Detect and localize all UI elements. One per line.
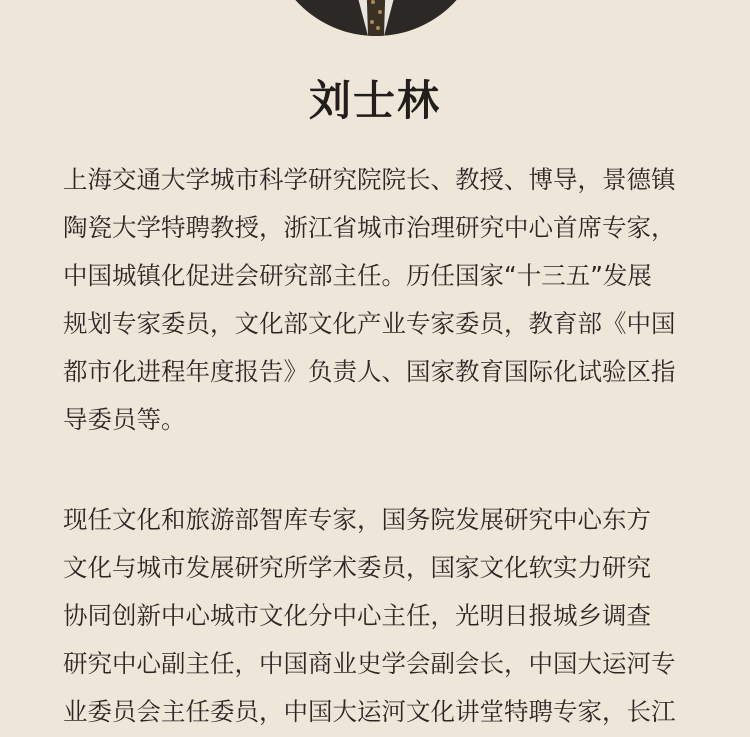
bio-line: 中国城镇化促进会研究部主任。历任国家“十三五”发展 bbox=[63, 261, 652, 290]
bio-line: 现任文化和旅游部智库专家，国务院发展研究中心东方 bbox=[63, 505, 651, 534]
bio-line: 陶瓷大学特聘教授，浙江省城市治理研究中心首席专家， bbox=[63, 213, 676, 242]
bio-line: 协同创新中心城市文化分中心主任，光明日报城乡调查 bbox=[63, 601, 651, 630]
bio-paragraph-2 bbox=[63, 496, 693, 736]
bio-line: 文化与城市发展研究所学术委员，国家文化软实力研究 bbox=[63, 553, 651, 582]
bio-line: 上海交通大学城市科学研究院院长、教授、博导，景德镇 bbox=[63, 165, 676, 194]
bio-line: 导委员等。 bbox=[63, 405, 186, 434]
bio-line: 规划专家委员，文化部文化产业专家委员，教育部《中国 bbox=[63, 309, 676, 338]
portrait-illustration bbox=[268, 0, 484, 36]
bio-line: 都市化进程年度报告》负责人、国家教育国际化试验区指 bbox=[63, 357, 676, 386]
bio-line: 业委员会主任委员，中国大运河文化讲堂特聘专家，长江 bbox=[63, 697, 676, 726]
bio-paragraph-1 bbox=[63, 156, 693, 444]
person-name: 刘士林 bbox=[308, 76, 441, 125]
bio-line: 研究中心副主任，中国商业史学会副会长，中国大运河专 bbox=[63, 649, 676, 678]
portrait-photo bbox=[268, 0, 484, 36]
